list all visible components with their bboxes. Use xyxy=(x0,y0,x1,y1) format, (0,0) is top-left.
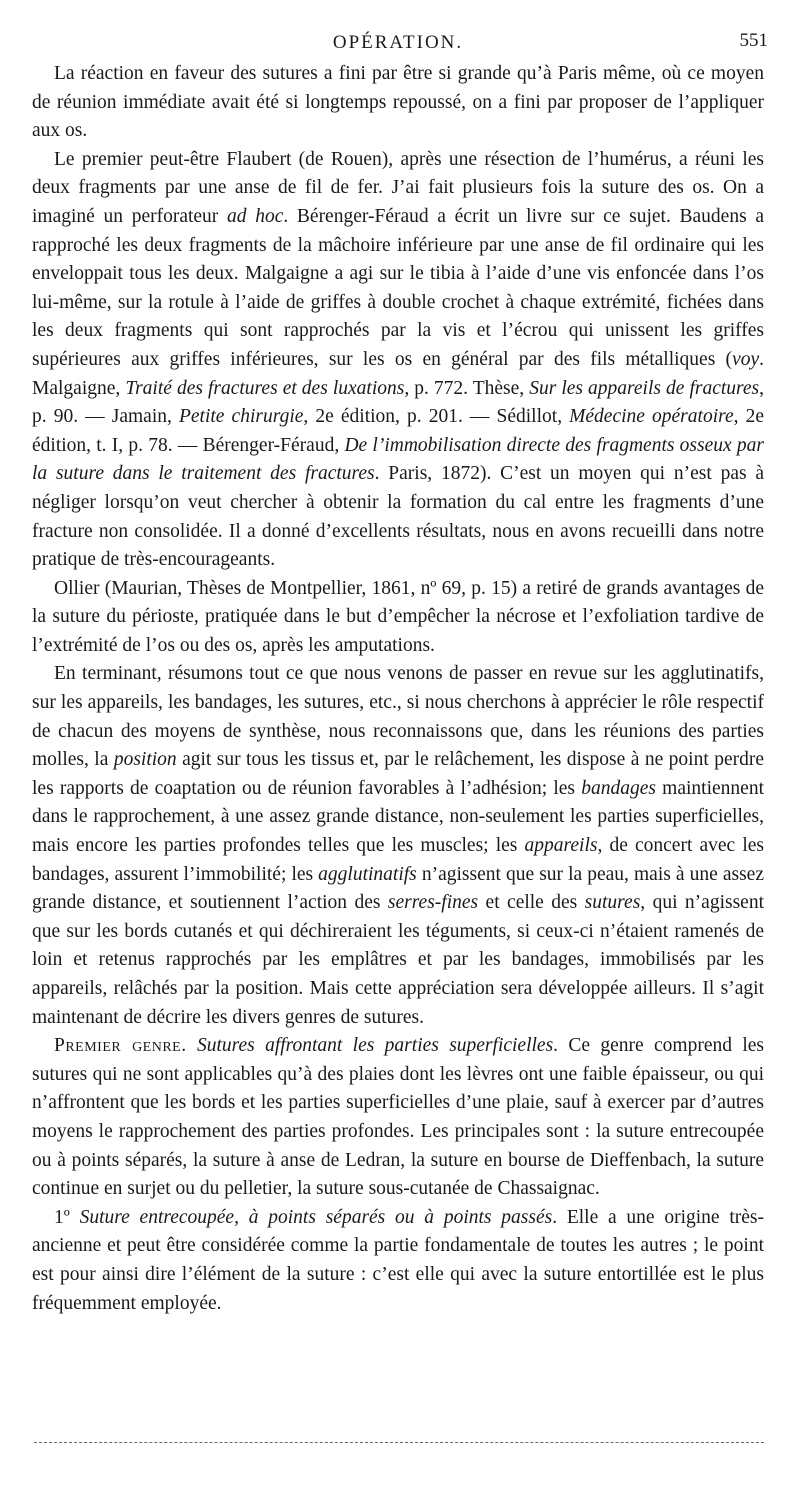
paragraph xyxy=(32,146,764,575)
text-run: , 2e édition, t. I, p. 78. — Bérenger-Féraud, xyxy=(32,406,765,456)
paragraph xyxy=(32,1032,764,1204)
italic-text: Suture entrecoupée, à points séparés ou à points passés xyxy=(79,1206,553,1228)
italic-text: Traité des fractures et des luxations xyxy=(125,377,405,399)
italic-text: ad hoc xyxy=(227,205,284,227)
text-run: , qui n’agissent que sur les bords cutanés et qui déchireraient les téguments, si ceux-ci n’étaient ramenés de loin et retenus rapprochés par les emplâtres et par les bandages, immobilisés par les appareils, relâchés par la position. Mais cette appréciation sera développée ailleurs. Il s’agit maintenant de décrire les divers genres de sutures. xyxy=(32,892,764,1028)
page-number: 551 xyxy=(739,30,768,51)
text-run: 1º xyxy=(54,1206,80,1228)
body-text xyxy=(32,60,764,1318)
paragraph xyxy=(32,575,764,661)
text-run: Ollier (Maurian, Thèses de Montpellier, 1861, nº 69, p. 15) a retiré de grands avantages de la suture du périoste, pratiquée dans le but d’empêcher la nécrose et l’exfoliation tardive de l’extrémité de l’os ou des os, après les amputations. xyxy=(32,577,764,656)
small-caps-heading: Premier genre. xyxy=(54,1035,187,1057)
footer-rule xyxy=(34,1442,764,1443)
book-page xyxy=(32,26,768,1318)
text-run: La réaction en faveur des sutures a fini par être si grande qu’à Paris même, où ce moyen de réunion immédiate avait été si longtemps repoussé, on a fini par proposer de l’appliquer aux os. xyxy=(32,63,764,142)
text-run: n’agissent que sur la peau, mais à une assez grande distance, et soutiennent l’action des xyxy=(32,863,764,914)
paragraph xyxy=(32,1204,764,1318)
italic-text: Sur les appareils de fractures xyxy=(529,377,760,399)
text-run: maintiennent dans le rapprochement, à une assez grande distance, non-seulement les parties superficielles, mais encore les parties profondes telles que les muscles; les xyxy=(32,777,764,857)
italic-text: Sutures affrontant les parties superficielles xyxy=(196,1035,554,1057)
text-run: En terminant, résumons tout ce que nous venons de passer en revue sur les agglutinatifs, sur les appareils, les bandages, les sutures, etc., si nous cherchons à apprécier le rôle respectif de chacun des moyens de synthèse, nous reconnaissons que, dans les réunions des parties molles, la xyxy=(32,663,764,771)
italic-text: Médecine opératoire xyxy=(569,406,734,428)
paragraph xyxy=(32,60,764,146)
text-run: . Ce genre comprend les sutures qui ne sont applicables qu’à des plaies dont les lèvres ont une faible épaisseur, ou qui n’affrontent que les bords et les parties superficielles d’une plaie, sauf à exercer par d’autres moyens le rapprochement des parties profondes. Les principales sont : la suture entrecoupée ou à points séparés, la suture à anse de Ledran, la suture en bourse de Dieffenbach, la suture continue en surjet ou du pelletier, la suture sous-cutanée de Chassaignac. xyxy=(32,1035,764,1200)
text-run xyxy=(187,1035,197,1056)
text-run: Le premier peut-être Flaubert (de Rouen), après une résection de l’humérus, a réuni les deux fragments par une anse de fil de fer. J’ai fait plusieurs fois la suture des os. On a imaginé un perforateur xyxy=(32,148,764,227)
page-header xyxy=(32,26,768,60)
italic-text: appareils xyxy=(524,835,598,857)
text-run: , de concert avec les bandages, assurent l’immobilité; les xyxy=(32,835,764,885)
italic-text: serres-fines xyxy=(387,892,479,914)
italic-text: position xyxy=(113,749,177,771)
text-run: agit sur tous les tissus et, par le relâchement, les dispose à ne point perdre les rapports de coaptation ou de réunion favorables à l’adhésion; les xyxy=(32,749,764,799)
italic-text: De l’immobilisation directe des fragments osseux par la suture dans le traitement des fractures xyxy=(32,434,764,485)
italic-text: bandages xyxy=(581,777,656,799)
paragraph xyxy=(32,660,764,1032)
text-run: , p. 90. — Jamain, xyxy=(32,377,765,428)
italic-text: sutures xyxy=(584,892,641,914)
text-run: . Malgaigne, xyxy=(32,348,764,399)
italic-text: voy xyxy=(732,348,760,370)
italic-text: agglutinatifs xyxy=(318,863,417,885)
running-title: OPÉRATION. xyxy=(332,32,464,53)
text-run: , p. 772. Thèse, xyxy=(404,377,530,399)
text-run: . Elle a une origine très-ancienne et peut être considérée comme la partie fondamentale de toutes les autres ; le point est pour ainsi dire l’élément de la suture : c’est elle qui avec la suture entortillée est le plus fréquemment employée. xyxy=(32,1206,764,1314)
italic-text: Petite chirurgie xyxy=(178,406,304,428)
text-run: . Bérenger-Féraud a écrit un livre sur ce sujet. Baudens a rapproché les deux fragments de la mâchoire inférieure par une anse de fil ordinaire qui les enveloppait tous les deux. Malgaigne a agi sur le tibia à l’aide d’une vis enfoncée dans l’os lui-même, sur la rotule à l’aide de griffes à double crochet à chaque extrémité, fichées dans les deux fragments qui sont rapprochés par la vis et l’écrou qui unissent les griffes supérieures aux griffes inférieures, sur les os en général par des fils métalliques ( xyxy=(32,205,765,370)
text-run: , 2e édition, p. 201. — Sédillot, xyxy=(303,406,570,428)
text-run: et celle des xyxy=(478,892,585,914)
text-run: . Paris, 1872). C’est un moyen qui n’est pas à négliger lorsqu’on veut chercher à obtenir la formation du cal entre les fragments d’une fracture non consolidée. Il a donné d’excellents résultats, nous en avons recueilli dans notre pratique de très-encourageants. xyxy=(32,463,764,571)
